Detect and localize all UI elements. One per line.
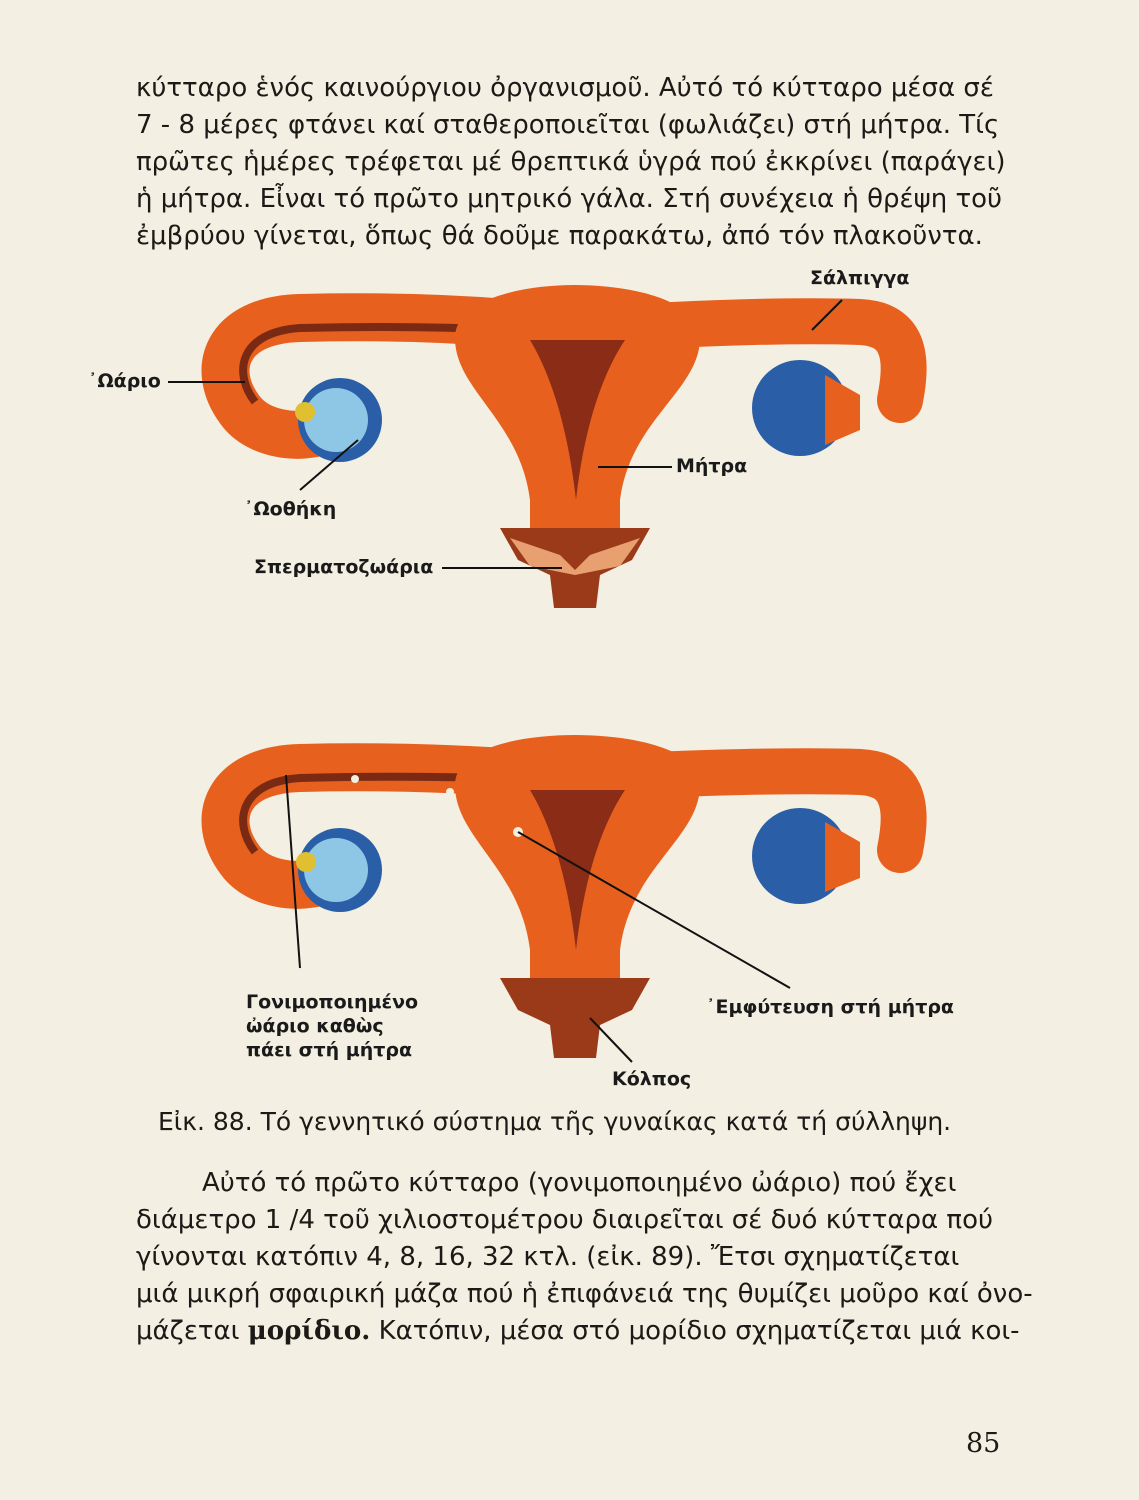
label-mitra: Μήτρα <box>676 455 748 477</box>
text-line <box>136 1313 1020 1350</box>
text-line: διάμετρο 1 /4 τοῦ χιλιοστομέτρου διαιρεῖται σέ δυό κύτταρα πού <box>136 1205 994 1235</box>
label-oario: ᾿Ωάριο <box>88 370 161 392</box>
label-salpinx: Σάλπιγγα <box>810 267 910 289</box>
label-line: Γονιμοποιημένο <box>246 991 419 1013</box>
text-line: ἡ μήτρα. Εἶναι τό πρῶτο μητρικό γάλα. Στή συνέχεια ἡ θρέψη τοῦ <box>136 184 1003 214</box>
label-oothiki: ᾿Ωοθήκη <box>244 498 337 520</box>
text-fragment: Κατόπιν, μέσα στό μορίδιο σχηματίζεται μιά κοι- <box>378 1316 1020 1346</box>
label-gonimopoiimeno <box>246 990 418 1062</box>
text-line: ἐμβρύου γίνεται, ὅπως θά δοῦμε παρακάτω, ἀπό τόν πλακοῦντα. <box>136 221 983 251</box>
bold-term: μορίδιο. <box>247 1316 371 1346</box>
label-kolpos: Κόλπος <box>612 1068 692 1090</box>
text-line: κύτταρο ἑνός καινούργιου ὀργανισμοῦ. Αὐτό τό κύτταρο μέσα σέ <box>136 73 994 103</box>
text-line: μιά μικρή σφαιρική μάζα πού ἡ ἐπιφάνειά της θυμίζει μοῦρο καί ὀνο- <box>136 1279 1033 1309</box>
page-number: 85 <box>966 1428 1001 1459</box>
label-spermatozoaria: Σπερματοζωάρια <box>254 556 434 578</box>
label-line: ὠάριο καθὼς <box>246 1015 384 1037</box>
text-fragment: μάζεται <box>136 1316 240 1346</box>
text-line: 7 - 8 μέρες φτάνει καί σταθεροποιεῖται (φωλιάζει) στή μήτρα. Τίς <box>136 110 1000 140</box>
text-line: γίνονται κατόπιν 4, 8, 16, 32 κτλ. (εἰκ. 89). Ἔτσι σχηματίζεται <box>136 1242 960 1272</box>
bottom-paragraph <box>136 1165 1033 1350</box>
label-emfytefsi: ᾿Εμφύτευση στή μήτρα <box>706 996 954 1018</box>
text-line: Αὐτό τό πρῶτο κύτταρο (γονιμοποιημένο ὠάριο) πού ἔχει <box>202 1168 957 1198</box>
label-line: πάει στή μήτρα <box>246 1039 413 1061</box>
figure-caption: Εἰκ. 88. Τό γεννητικό σύστημα τῆς γυναίκας κατά τή σύλληψη. <box>158 1107 952 1136</box>
text-line: πρῶτες ἡμέρες τρέφεται μέ θρεπτικά ὑγρά πού ἐκκρίνει (παράγει) <box>136 147 1006 177</box>
